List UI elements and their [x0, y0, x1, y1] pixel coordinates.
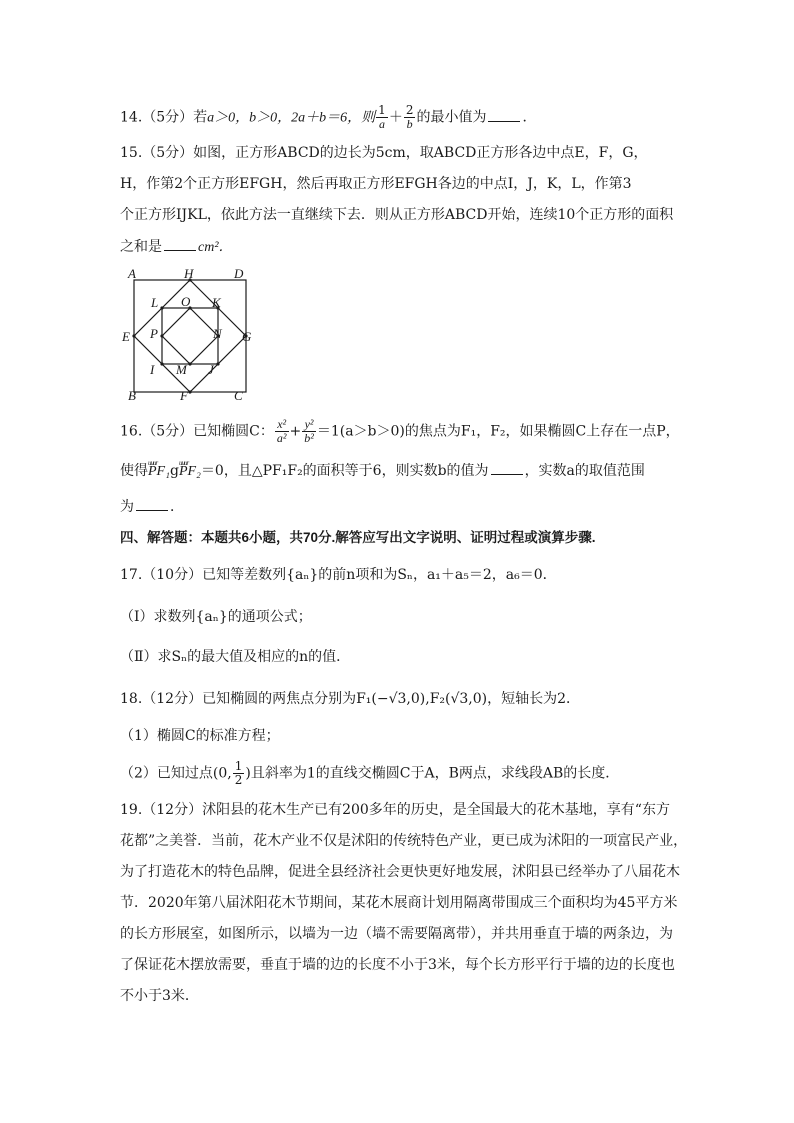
answer-blank	[491, 460, 523, 475]
q18-part1: （1）椭圆C的标准方程；	[120, 728, 280, 744]
answer-blank	[488, 107, 520, 122]
q14-frac1	[376, 104, 388, 131]
q19-line2: 花都”之美誉．当前，花木产业不仅是沭阳的传统特色产业，更已成为沭阳的一项富民产业，	[120, 833, 688, 849]
q16-a2: a²	[276, 431, 287, 445]
q15-line2: H，作第2个正方形EFGH，然后再取正方形EFGH各边的中点I，J，K，L，作第3	[120, 176, 632, 192]
q16-l2a: 使得	[120, 463, 148, 479]
label-i: I	[150, 362, 155, 377]
square-ijkl	[162, 308, 218, 364]
q14-cond: a＞0，b＞0，2a＋b＝6，则	[207, 110, 376, 126]
q19-line4: 节．2020年第八届沭阳花木节期间，某花木展商计划用隔离带围成三个面积均为45平方米	[120, 895, 678, 911]
q16-x2: x²	[275, 418, 289, 432]
q14-plus: ＋	[388, 109, 403, 126]
q16-l2c: ，实数a的取值范围	[524, 463, 645, 479]
q16-dot: g	[169, 463, 179, 479]
q15-line4	[120, 236, 233, 258]
label-e: E	[122, 329, 130, 344]
q16-l1b: ＝1(a＞b＞0)的焦点为F₁，F₂，如果椭圆C上存在一点P，	[316, 423, 680, 440]
q18-half-num: 1	[234, 759, 243, 773]
label-d: D	[234, 266, 244, 281]
q19-line6: 了保证花木摆放需要，垂直于墙的边的长度不小于3米，每个长方形平行于墙的边的长度也	[120, 957, 675, 973]
q17-stem: 17.（10分）已知等差数列{aₙ}的前n项和为Sₙ，a₁＋a₅＝2，a₆＝0．	[120, 567, 557, 583]
vector-pf2: uuur PF₂	[179, 462, 201, 482]
q18-half	[233, 760, 245, 787]
label-n: N	[213, 326, 222, 341]
q18-p2a: （2）已知过点(0,	[120, 765, 232, 782]
q16-frac-x	[275, 418, 289, 445]
q14-prefix: 14.（5分）若	[120, 109, 208, 126]
q19-line7: 不小于3米．	[120, 988, 199, 1004]
q15-line3: 个正方形IJKL，依此方法一直继续下去．则从正方形ABCD开始，连续10个正方形的面积	[120, 207, 674, 223]
q16-frac-y	[302, 418, 316, 445]
nested-squares-figure	[118, 266, 268, 406]
q19-line3: 为了打造花木的特色品牌，促进全县经济社会更快更好地发展，沭阳县已经举办了八届花木	[120, 864, 680, 880]
label-f: F	[180, 388, 188, 403]
label-h: H	[184, 266, 194, 281]
label-k: K	[212, 295, 221, 310]
q19-line5: 的长方形展室，如图所示，以墙为一边（墙不需要隔离带），并共用垂直于墙的两条边，为	[120, 926, 673, 942]
label-g: G	[242, 329, 252, 344]
answer-blank	[136, 496, 168, 511]
label-b: B	[128, 388, 136, 403]
answer-blank	[164, 236, 196, 251]
q15-line4b: cm²．	[198, 240, 233, 255]
q16-l2b: ＝0，且△PF₁F₂的面积等于6，则实数b的值为	[200, 463, 489, 479]
q15-line1: 15.（5分）如图，正方形ABCD的边长为5cm，取ABCD正方形各边中点E，F，G，	[120, 145, 648, 161]
q17-part2: （Ⅱ）求Sₙ的最大值及相应的n的值．	[120, 649, 351, 665]
label-c: C	[234, 388, 243, 403]
q14-frac2-den: b	[406, 117, 413, 131]
q14-end: ．	[522, 109, 537, 126]
q16-line1: 16.（5分）已知椭圆C： $\frac{\text{x²}}{\text{a²}}$ + $\frac{\text{y²}}{\text{b²}}$ ＝1(a＞b＞0)的焦点为F₁，F₂，如果椭圆C上存在一点P，	[120, 417, 680, 445]
label-o: O	[181, 294, 191, 309]
q16-line3	[120, 496, 184, 517]
q16-l3b: ．	[170, 499, 184, 515]
q17-part1: （Ⅰ）求数列{aₙ}的通项公式；	[120, 609, 312, 625]
q16-b2: b²	[304, 431, 314, 445]
q14-frac1-num: 1	[378, 103, 386, 117]
q18-p2b: )且斜率为1的直线交椭圆C于A，B两点，求线段AB的长度．	[245, 765, 620, 782]
label-a: A	[128, 266, 136, 281]
q16-y2: y²	[302, 418, 316, 432]
square-4	[162, 308, 218, 364]
q14	[120, 104, 536, 131]
q14-frac1-den: a	[378, 117, 385, 131]
q16-line2	[120, 460, 645, 482]
label-j: J	[208, 362, 214, 377]
q18-part2	[120, 760, 619, 787]
q18-stem: 18.（12分）已知椭圆的两焦点分别为F₁(−√3,0),F₂(√3,0)，短轴长为2．	[120, 691, 581, 707]
label-l: L	[151, 295, 159, 310]
q14-frac2-num: 2	[405, 103, 414, 117]
q14-suffix: 的最小值为	[416, 109, 487, 126]
q14-frac2	[404, 104, 416, 131]
q16-l3a: 为	[120, 499, 134, 515]
label-m: M	[176, 362, 187, 377]
q15-line4a: 之和是	[120, 239, 162, 255]
q18-half-den: 2	[234, 773, 243, 787]
label-p: P	[150, 326, 158, 341]
q16-l1a: 16.（5分）已知椭圆C：	[120, 423, 274, 440]
vector-pf1: uuur PF₁	[148, 462, 170, 482]
q19-line1: 19.（12分）沭阳县的花木生产已有200多年的历史，是全国最大的花木基地，享有“东方	[120, 802, 670, 818]
section-heading: 四、解答题：本题共6小题，共70分.解答应写出文字说明、证明过程或演算步骤.	[120, 530, 596, 545]
